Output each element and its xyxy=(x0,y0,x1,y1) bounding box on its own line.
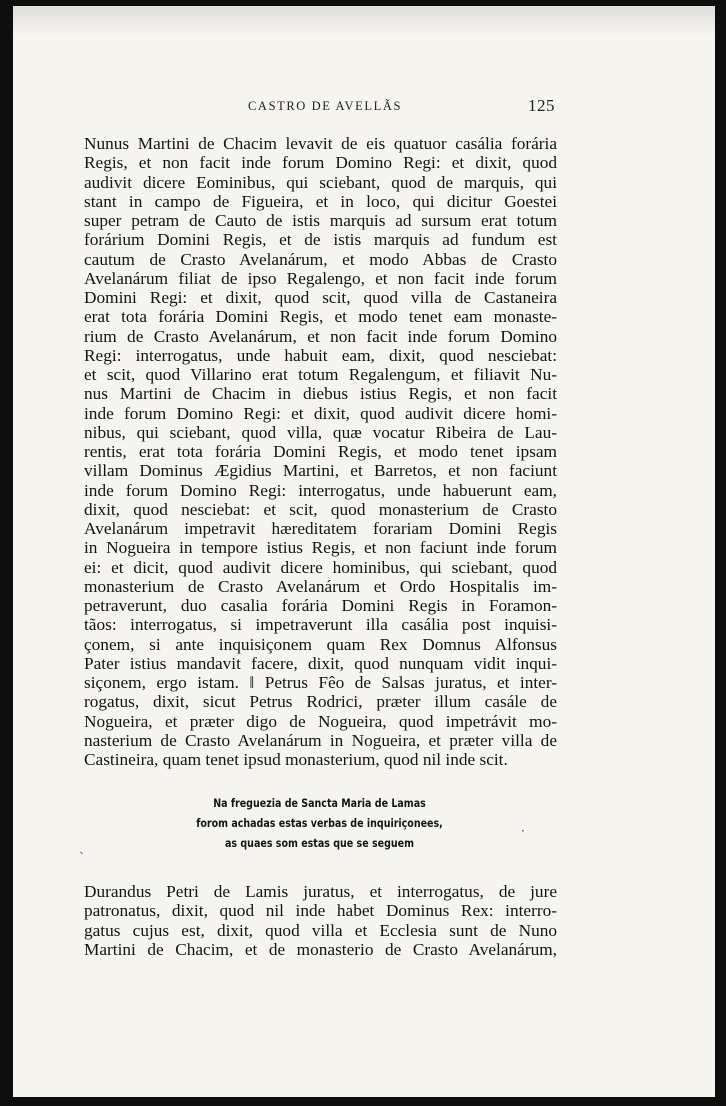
text-line: tãos: interrogatus, si impetraverunt illa casália post inquisi- xyxy=(84,615,557,635)
text-line: forárium Domini Regis, et de istis marquis ad fundum est xyxy=(84,230,557,250)
text-line: et scit, quod Villarino erat totum Regalengum, et filiavit Nu- xyxy=(84,365,557,384)
text-line: monasterium de Crasto Avelanárum et Ordo Hospitalis im- xyxy=(84,576,557,596)
text-line: in Nogueira in tempore istius Regis, et non faciunt inde forum xyxy=(84,538,557,558)
text-line: Avelanárum impetravit hæreditatem forariam Domini Regis xyxy=(84,519,557,538)
text-line: super petram de Cauto de istis marquis ad sursum erat totum xyxy=(84,211,557,230)
text-line: Regi: interrogatus, unde habuit eam, dixit, quod nesciebat: xyxy=(84,345,557,365)
text-line: Domini Regi: et dixit, quod scit, quod villa de Castaneira xyxy=(84,288,557,307)
text-line: rogatus, dixit, sicut Petrus Rodrici, præter illum casále de xyxy=(84,692,557,712)
heading-line: as quaes som estas que se seguem xyxy=(224,836,415,850)
text-line: nasterium de Crasto Avelanárum in Nogueira, et præter villa de xyxy=(84,730,557,750)
text-line: siçonem, ergo istam. ‖ Petrus Fêo de Salsas juratus, et inter- xyxy=(84,673,557,692)
text-line: çonem, si ante inquisiçonem quam Rex Domnus Alfonsus xyxy=(84,634,557,654)
text-line: Pater istius mandavit facere, dixit, quod nunquam vidit inqui- xyxy=(84,653,557,673)
text-line: Martini de Chacim, et de monasterio de Crasto Avelanárum, xyxy=(84,939,557,959)
text-line: petraverunt, duo casalia forária Domini Regis in Foramon- xyxy=(84,596,557,615)
text-line: villam Dominus Ægidius Martini, et Barretos, et non faciunt xyxy=(84,461,557,481)
text-line: rentis, erat tota forária Domini Regis, et modo tenet ipsam xyxy=(84,442,557,461)
main-text-block xyxy=(84,134,557,769)
page-header xyxy=(13,96,715,118)
heading-line: Na freguezia de Sancta Maria de Lamas xyxy=(213,796,426,810)
text-line: inde forum Domino Regi: et dixit, quod audivit dicere homi- xyxy=(84,403,557,423)
text-line: nus Martini de Chacim in diebus istius Regis, et non facit xyxy=(84,384,557,404)
text-line: inde forum Domino Regi: interrogatus, unde habuerunt eam, xyxy=(84,480,557,500)
text-line: nibus, qui sciebant, quod villa, quæ vocatur Ribeira de Lau- xyxy=(84,422,557,442)
stray-dot: · xyxy=(521,824,525,838)
text-line: Nogueira, et præter digo de Nogueira, quod impetrávit mo- xyxy=(84,711,557,731)
book-page xyxy=(13,6,715,1097)
text-line: rium de Crasto Avelanárum, et non facit inde forum Domino xyxy=(84,326,557,346)
heading-line: forom achadas estas verbas de inquiriçonees, xyxy=(196,816,443,830)
text-line: dixit, quod nesciebat: et scit, quod monasterium de Crasto xyxy=(84,499,557,519)
text-line: Regis, et non facit inde forum Domino Regi: et dixit, quod xyxy=(84,153,557,173)
running-title: CASTRO DE AVELLÃS xyxy=(248,99,403,113)
text-line: cautum de Crasto Avelanárum, et modo Abbas de Crasto xyxy=(84,249,557,269)
page-number: 125 xyxy=(528,96,555,115)
text-line: Durandus Petri de Lamis juratus, et interrogatus, de jure xyxy=(84,882,557,901)
section-heading xyxy=(113,793,526,853)
text-line: ei: et dicit, quod audivit dicere hominibus, qui sciebant, quod xyxy=(84,557,557,577)
text-line: Nunus Martini de Chacim levavit de eis quatuor casália forária xyxy=(84,134,557,153)
text-line: patronatus, dixit, quod nil inde habet Dominus Rex: interro- xyxy=(84,901,557,921)
second-text-block xyxy=(84,882,557,959)
text-line: audivit dicere Eominibus, qui sciebant, quod de marquis, qui xyxy=(84,172,557,192)
text-line: Avelanárum filiat de ipso Regalengo, et non facit inde forum xyxy=(84,268,557,288)
text-line: erat tota forária Domini Regis, et modo tenet eam monaste- xyxy=(84,307,557,327)
text-line: gatus cujus est, dixit, quod villa et Ecclesia sunt de Nuno xyxy=(84,920,557,940)
text-line: Castineira, quam tenet ipsud monasterium, quod nil inde scit. xyxy=(84,750,508,769)
text-line: stant in campo de Figueira, et in loco, qui dicitur Goestei xyxy=(84,191,557,211)
stray-mark: ˎ xyxy=(79,840,85,854)
scan-edge-shade xyxy=(13,6,715,36)
